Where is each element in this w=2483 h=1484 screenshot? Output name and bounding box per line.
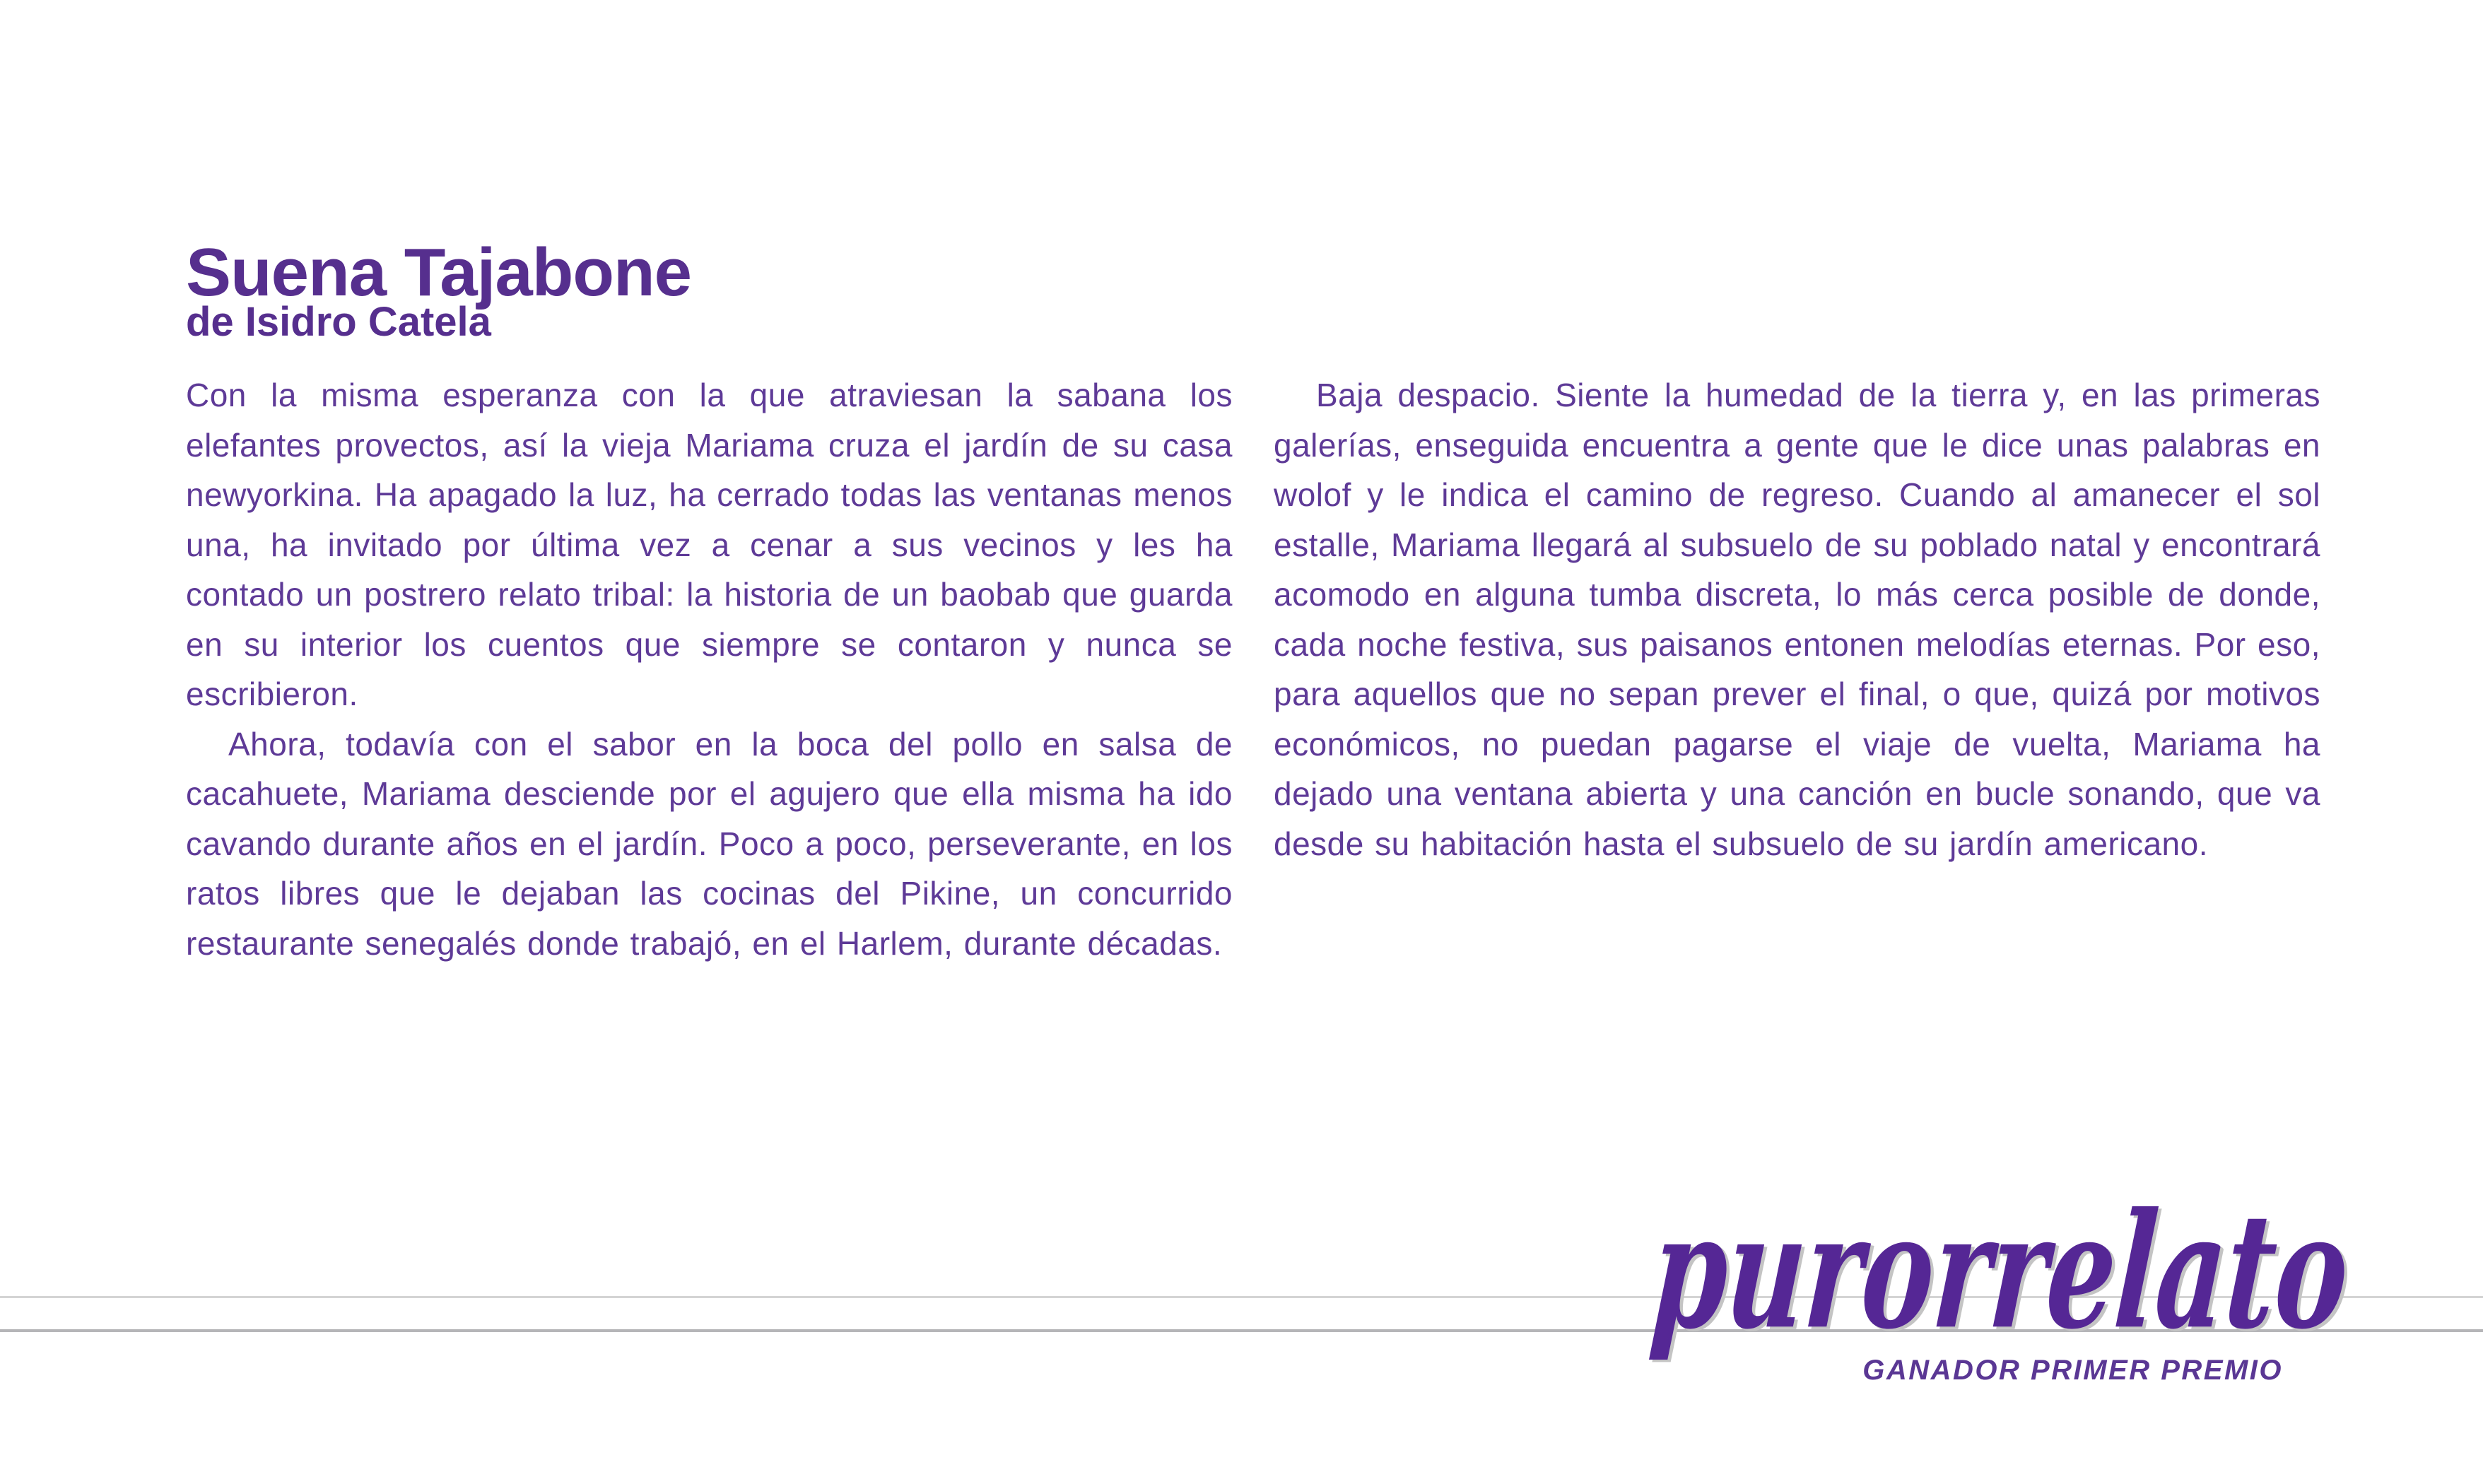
paragraph: Baja despacio. Siente la humedad de la tierra y, en las primeras galerías, enseguida encuentra a gente que le dice unas palabras en wolof y le indica el camino de regreso. Cuando al amanecer el sol estalle, Mariama llegará al subsuelo de su poblado natal y encontrará acomodo en alguna tumba discreta, lo más cerca posible de donde, cada noche festiva, sus paisanos entonen melodías eternas. Por eso, para aquellos que no sepan prever el final, o que, quizá por motivos económicos, no puedan pagarse el viaje de vuelta, Mariama ha dejado una ventana abierta y una canción en bucle sonando, que va desde su habitación hasta el subsuelo de su jardín americano. xyxy=(1274,377,2320,862)
author-byline: de Isidro Catela xyxy=(186,299,491,346)
purorrelato-logo: purorrelato xyxy=(1645,1177,2355,1365)
award-label: GANADOR PRIMER PREMIO xyxy=(1862,1355,2283,1386)
right-column xyxy=(1274,370,2320,968)
paragraph: Con la misma esperanza con la que atraviesan la sabana los elefantes provectos, así la vieja Mariama cruza el jardín de su casa newyorkina. Ha apagado la luz, ha cerrado todas las ventanas menos una, ha invitado por última vez a cenar a sus vecinos y les ha contado un postrero relato tribal: la historia de un baobab que guarda en su interior los cuentos que siempre se contaron y nunca se escribieron. xyxy=(186,377,1233,712)
paragraph: Ahora, todavía con el sabor en la boca del pollo en salsa de cacahuete, Mariama desciende por el agujero que ella misma ha ido cavando durante años en el jardín. Poco a poco, perseverante, en los ratos libres que le dejaban las cocinas del Pikine, un concurrido restaurante senegalés donde trabajó, en el Harlem, durante décadas. xyxy=(186,725,1233,962)
story-body xyxy=(186,370,2320,968)
page-title: Suena Tajabone xyxy=(186,235,692,311)
left-column xyxy=(186,370,1233,968)
